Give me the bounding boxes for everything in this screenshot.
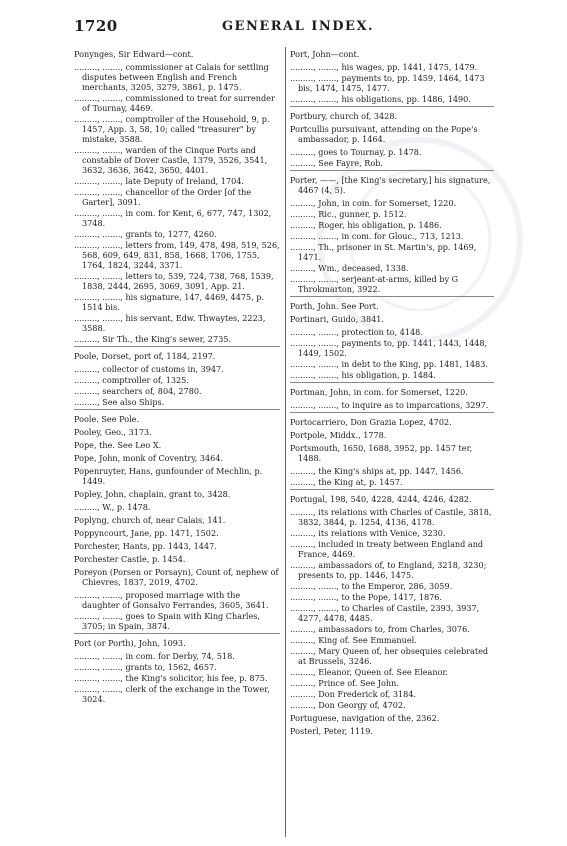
index-entry: ........., ......., serjeant-at-arms, killed by G Throkmarton, 3922.: [290, 274, 459, 294]
index-entry: ........., See also Ships.: [74, 397, 165, 407]
index-entry: ........., its relations with Charles of Castile, 3818, 3832, 3844, p. 1254, 4136, 4178.: [290, 507, 492, 527]
index-entry: ........., Sir Th., the King's sewer, 2735.: [74, 334, 231, 344]
index-entry: Posterl, Peter, 1119.: [290, 726, 373, 736]
index-entry: Portbury, church of, 3428.: [290, 111, 398, 121]
index-entry: Portugal, 198, 540, 4228, 4244, 4246, 4282.: [290, 494, 472, 504]
index-entry: ........., ......., clerk of the exchange in the Tower, 3024.: [74, 684, 270, 704]
index-entry: Porth, John. See Port.: [290, 301, 379, 311]
index-entry: ........., King of. See Emmanuel.: [290, 635, 417, 645]
index-entry: ........., comptroller of, 1325.: [74, 375, 189, 385]
index-entry: ........., included in treaty between England and France, 4469.: [290, 539, 484, 559]
index-entry: Pope, the. See Leo X.: [74, 440, 162, 450]
index-entry: Porchester, Hants, pp. 1443, 1447.: [74, 541, 217, 551]
index-entry: ........., goes to Tournay, p. 1478.: [290, 147, 422, 157]
index-entry: Pope, John, monk of Coventry, 3464.: [74, 453, 224, 463]
index-entry: ........., John, in com. for Somerset, 1220.: [290, 198, 457, 208]
index-entry: ........., ......., his signature, 147, 4469, 4475, p. 1514 bis.: [74, 292, 265, 312]
index-entry: ........., Don Georgy of, 4702.: [290, 700, 406, 710]
index-entry: ........., ......., chancellor of the Order [of the Garter], 3091.: [74, 187, 252, 207]
index-entry: Poreyon (Porsen or Porsayn), Count of, nephew of Chievres, 1837, 2019, 4702.: [74, 567, 279, 587]
index-entry: ........., its relations with Venice, 3230.: [290, 528, 446, 538]
running-head: GENERAL INDEX.: [221, 19, 375, 34]
index-entry: Portocarriero, Don Grazia Lopez, 4702.: [290, 417, 452, 427]
index-entry: ........., ......., payments to, pp. 1459, 1464, 1473 bis, 1474, 1475, 1477.: [290, 73, 485, 93]
section-divider: [74, 633, 280, 634]
index-entry: ........., ......., letters to, 539, 724, 738, 768, 1539, 1838, 2444, 2695, 3069, 3091, App. 21.: [74, 271, 274, 291]
index-entry: ........., ......., the King's solicitor, his fee, p. 875.: [74, 673, 268, 683]
index-entry: ........., Don Frederick of, 3184.: [290, 689, 417, 699]
index-entry: ........., collector of customs in, 3947.: [74, 364, 224, 374]
index-entry: Poole. See Pole.: [74, 414, 140, 424]
index-entry: ........., ......., letters from, 149, 478, 498, 519, 526, 568, 609, 649, 831, 858, 1668, 1706, 1755, 1764, 1824, 3244, 3371.: [74, 240, 280, 270]
index-entry: ........., ......., in debt to the King, pp. 1481, 1483.: [290, 359, 488, 369]
index-entry: Port, John—cont.: [290, 49, 360, 59]
index-entry: Port (or Porth), John, 1093.: [74, 638, 186, 648]
index-entry: ........., ......., grants to, 1277, 4260.: [74, 229, 217, 239]
index-entry: ........., Wm., deceased, 1338.: [290, 263, 409, 273]
section-divider: [74, 346, 280, 347]
index-entry: ........., Ric., gunner, p. 1512.: [290, 209, 407, 219]
index-entry: ........., ......., in com. for Glouc., 713, 1213.: [290, 231, 464, 241]
index-entry: ........., ......., to Charles of Castile, 2393, 3937, 4277, 4478, 4485.: [290, 603, 480, 623]
index-entry: ........., W., p. 1478.: [74, 502, 151, 512]
index-entry: Portcullis pursuivant, attending on the Pope's ambassador, p. 1464.: [290, 124, 478, 144]
index-entry: ........., ......., grants to, 1562, 4657.: [74, 662, 217, 672]
index-entry: Portpole, Middx., 1778.: [290, 430, 387, 440]
section-divider: [74, 409, 280, 410]
index-entry: Ponynges, Sir Edward—cont.: [74, 49, 194, 59]
index-entry: Porchester Castle, p. 1454.: [74, 554, 186, 564]
index-entry: ........., ......., to the Pope, 1417, 1876.: [290, 592, 443, 602]
page-number: 1720: [74, 17, 118, 35]
index-entry: ........., ambassadors of, to England, 3218, 3230; presents to, pp. 1446, 1475.: [290, 560, 487, 580]
section-divider: [290, 296, 494, 297]
section-divider: [290, 106, 494, 107]
index-entry: Portman, John, in com. for Somerset, 1220.: [290, 387, 468, 397]
index-entry: ........., Th., prisoner in St. Martin's, pp. 1469, 1471.: [290, 242, 477, 262]
index-column-left: [74, 49, 280, 834]
index-entry: ........., ......., protection to, 4148.: [290, 327, 423, 337]
index-entry: Portsmouth, 1650, 1688, 3952, pp. 1457 ter, 1488.: [290, 443, 473, 463]
index-entry: Poplyng, church of, near Calais, 141.: [74, 515, 226, 525]
index-entry: ........., ......., proposed marriage with the daughter of Gonsalvo Ferrandes, 3605, 3641.: [74, 590, 269, 610]
index-entry: Popley, John, chaplain, grant to, 3428.: [74, 489, 231, 499]
index-entry: ........., ......., comptroller of the Household, 9, p. 1457, App. 3, 58, 10; called "treasurer" by mistake, 3588.: [74, 114, 270, 144]
index-entry: Porter, ——, [the King's secretary,] his signature, 4467 (4, 5).: [290, 175, 491, 195]
section-divider: [290, 412, 494, 413]
index-entry: Poole, Dorset, port of, 1184, 2197.: [74, 351, 216, 361]
index-entry: ........., ......., his wages, pp. 1441, 1475, 1479.: [290, 62, 478, 72]
index-entry: ........., ......., in com. for Kent, 6, 677, 747, 1302, 3748.: [74, 208, 272, 228]
index-entry: ........., searchers of, 804, 2780.: [74, 386, 202, 396]
index-entry: ........., See Fayre, Rob.: [290, 158, 383, 168]
index-entry: ........., ......., commissioner at Calais for settling disputes between English and French merchants, 3205, 3279, 3861, p. 1475.: [74, 62, 269, 92]
index-entry: ........., ......., warden of the Cinque Ports and constable of Dover Castle, 1379, 3526, 3541, 3632, 3636, 3642, 3650, 4401.: [74, 145, 268, 175]
index-entry: ........., the King's ships at, pp. 1447, 1456.: [290, 466, 464, 476]
index-entry: ........., ambassadors to, from Charles, 3076.: [290, 624, 470, 634]
index-entry: Pooley, Geo., 3173.: [74, 427, 152, 437]
index-entry: ........., ......., his servant, Edw. Thwaytes, 2223, 3588.: [74, 313, 266, 333]
index-entry: ........., Eleanor, Queen of. See Eleanor.: [290, 667, 449, 677]
index-entry: ........., ......., to the Emperor, 286, 3059.: [290, 581, 453, 591]
index-entry: Portuguese, navigation of the, 2362.: [290, 713, 440, 723]
index-entry: ........., ......., late Deputy of Ireland, 1704.: [74, 176, 244, 186]
index-entry: Portinari, Guido, 3841.: [290, 314, 384, 324]
index-entry: ........., ......., payments to, pp. 1441, 1443, 1448, 1449, 1502.: [290, 338, 488, 358]
index-entry: ........., Mary Queen of, her obsequies celebrated at Brussels, 3246.: [290, 646, 489, 666]
index-entry: Poppyncourt, Jane, pp. 1471, 1502.: [74, 528, 219, 538]
section-divider: [290, 170, 494, 171]
section-divider: [290, 382, 494, 383]
index-entry: ........., Roger, his obligation, p. 1486.: [290, 220, 442, 230]
section-divider: [290, 489, 494, 490]
index-entry: ........., ......., his obligations, pp. 1486, 1490.: [290, 94, 471, 104]
index-entry: ........., ......., his obligation, p. 1484.: [290, 370, 436, 380]
index-entry: Popenruyter, Hans, gunfounder of Mechlin, p. 1449.: [74, 466, 263, 486]
index-entry: ........., ......., to inquire as to imparcations, 3297.: [290, 400, 489, 410]
index-entry: ........., ......., commissioned to treat for surrender of Tournay, 4469.: [74, 93, 275, 113]
index-entry: ........., ......., in com. for Derby, 74, 518.: [74, 651, 235, 661]
index-column-right: [290, 49, 494, 834]
index-entry: ........., Prince of. See John.: [290, 678, 399, 688]
column-rule: [285, 47, 286, 837]
page-header: [0, 0, 567, 44]
index-entry: ........., ......., goes to Spain with King Charles, 3705; in Spain, 3874.: [74, 611, 261, 631]
index-entry: ........., the King at, p. 1457.: [290, 477, 403, 487]
